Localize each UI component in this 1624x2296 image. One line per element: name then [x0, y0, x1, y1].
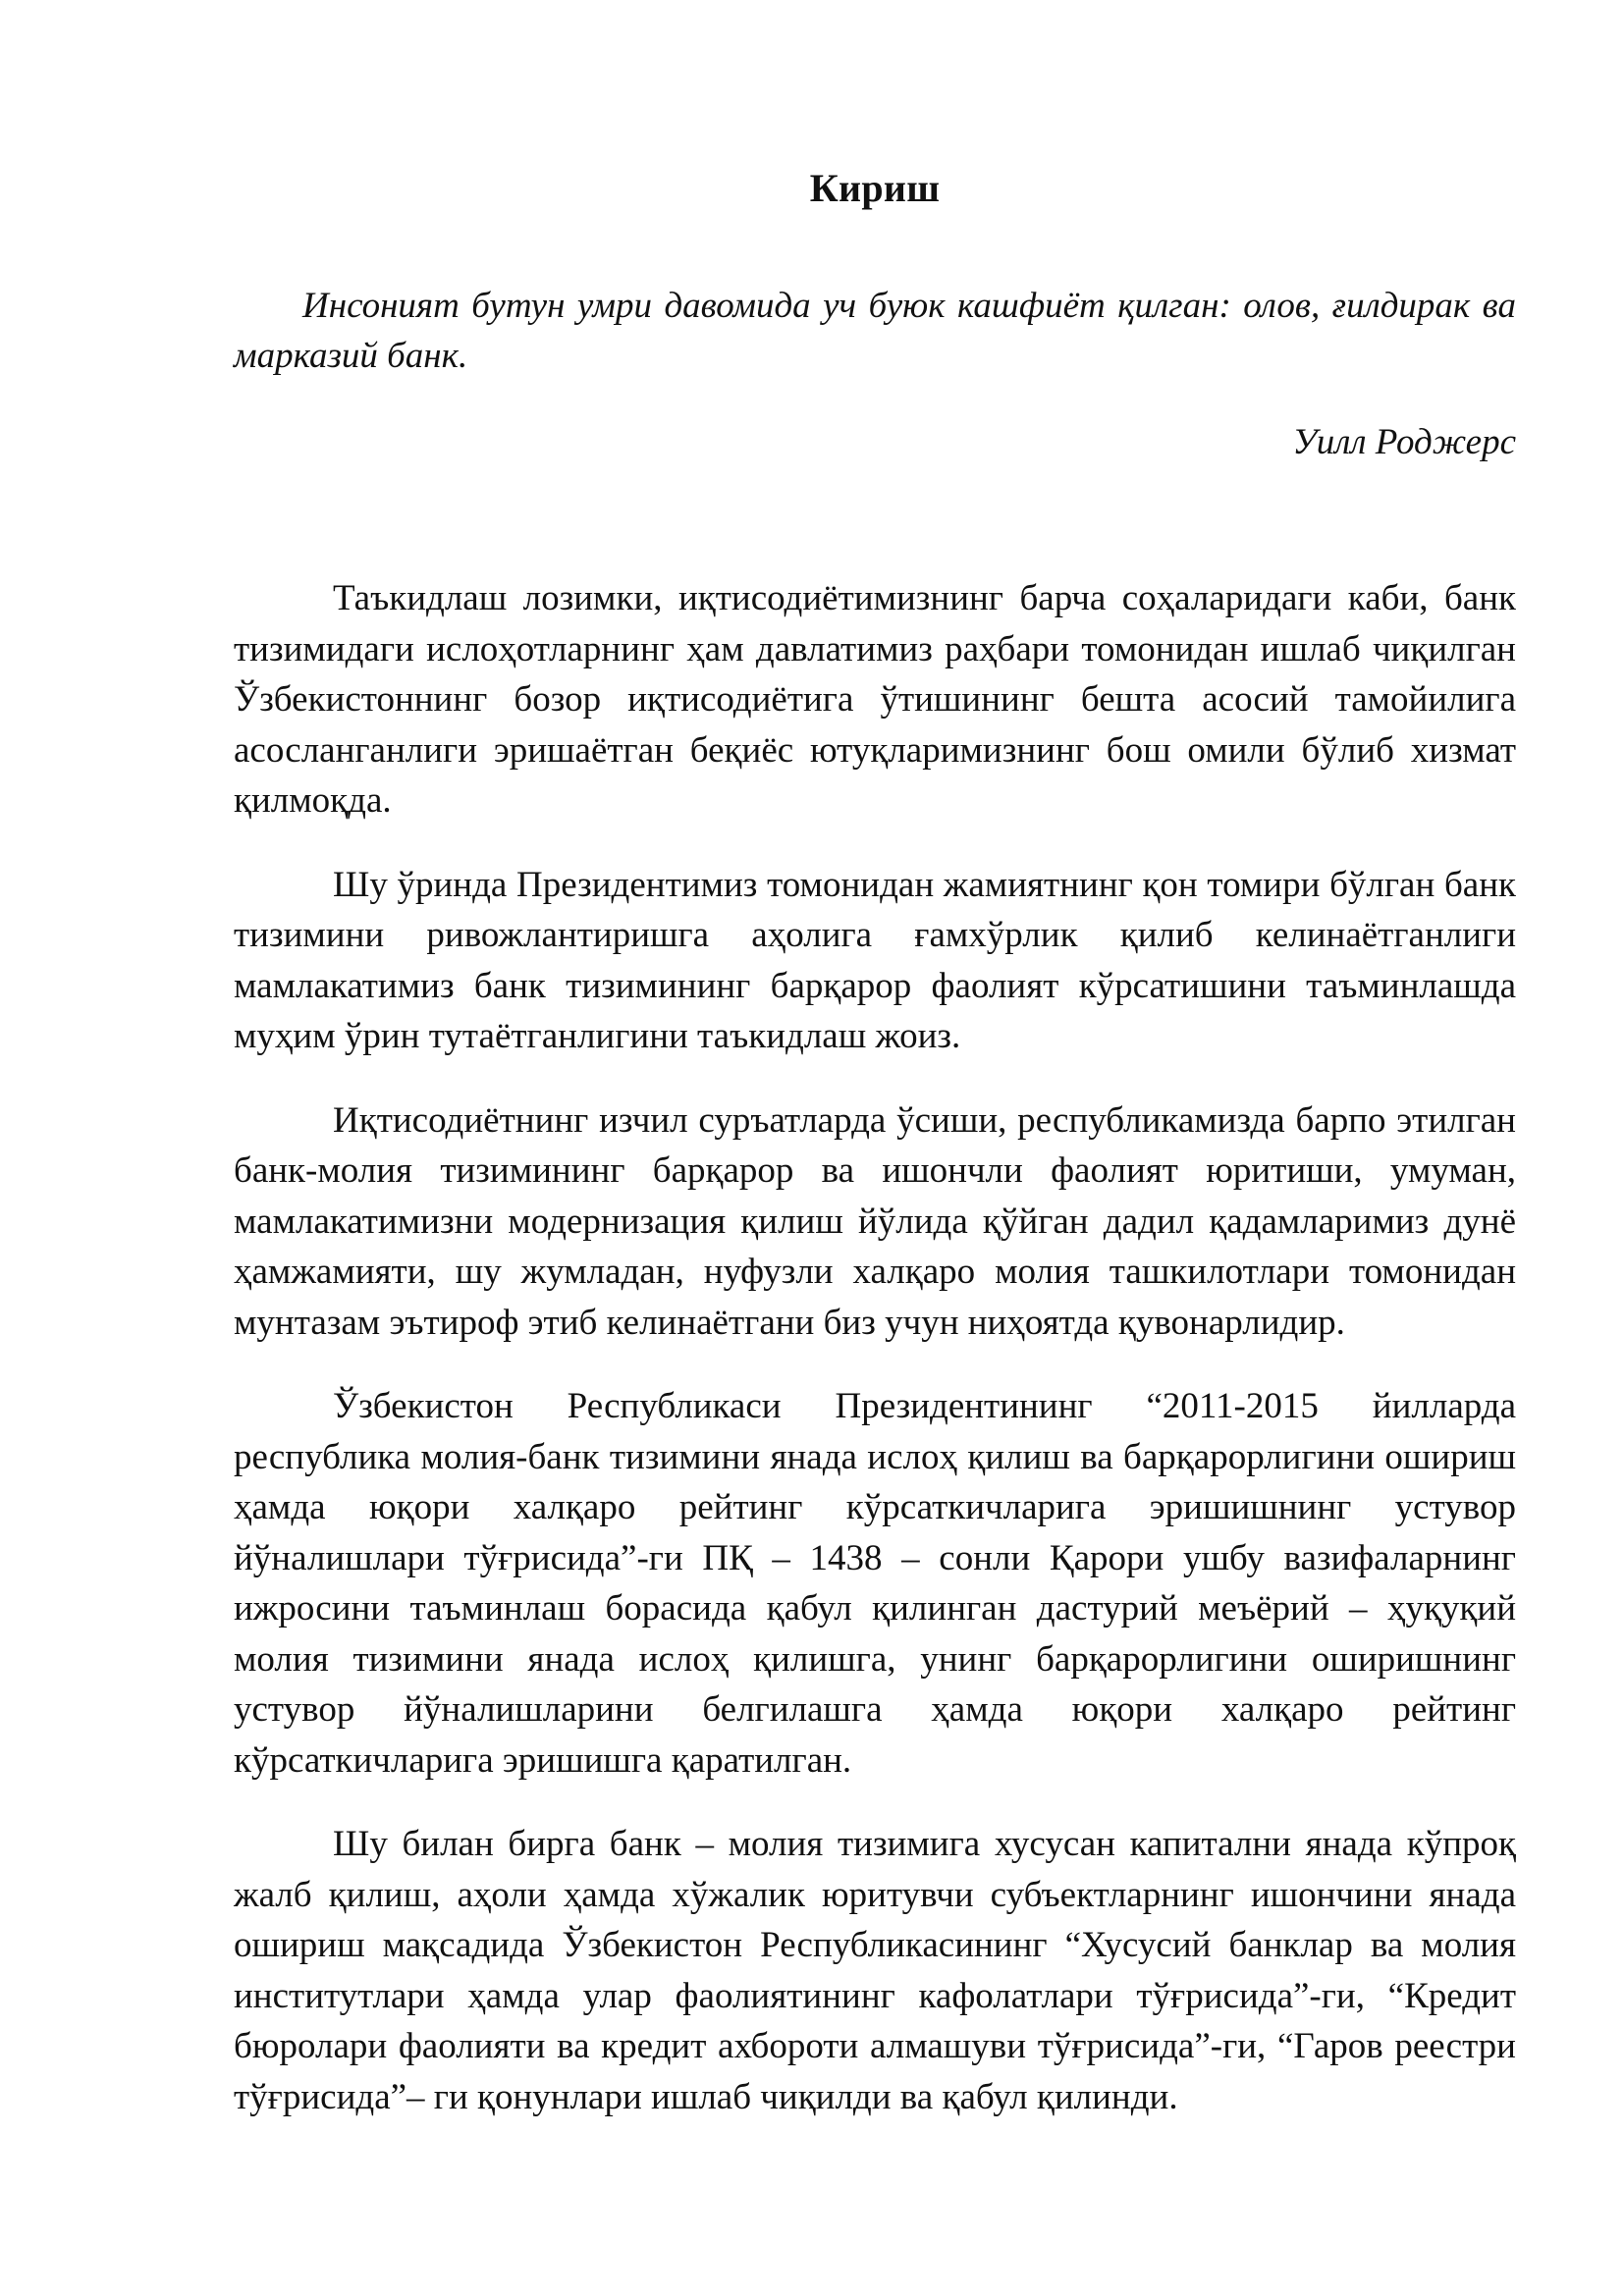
page-title: Кириш: [809, 166, 941, 210]
paragraph: Шу билан бирга банк – молия тизимига хусусан капитални янада кўпроқ жалб қилиш, аҳоли ҳамда хўжалик юритувчи субъектларнинг ишончини янада ошириш мақсадида Ўзбекистон Республикасининг “Хусусий банклар ва молия институтлари ҳамда улар фаолиятининг кафолатлари тўғрисида”-ги, “Кредит бюролари фаолияти ва кредит ахбороти алмашуви тўғрисида”-ги, “Гаров реестри тўғрисида”– ги қонунлари ишлаб чиқилди ва қабул қилинди.: [234, 1824, 1516, 2117]
paragraph: Ўзбекистон Республикаси Президентининг “2011-2015 йилларда республика молия-банк тизимини янада ислоҳ қилиш ва барқарорлигини ошириш ҳамда юқори халқаро рейтинг кўрсаткичларига эришишнинг устувор йўналишлари тўғрисида”-ги ПҚ – 1438 – сонли Қарори ушбу вазифаларнинг ижросини таъминлаш борасида қабул қилинган дастурий меъёрий – ҳуқуқий молия тизимини янада ислоҳ қилишга, унинг барқарорлигини оширишнинг устувор йўналишларини белгилашга ҳамда юқори халқаро рейтинг кўрсаткичларига эришишга қаратилган.: [234, 1386, 1516, 1781]
paragraph: Шу ўринда Президентимиз томонидан жамиятнинг қон томири бўлган банк тизимини ривожлантиришга аҳолига ғамхўрлик қилиб келинаётганлиги мамлакатимиз банк тизимининг барқарор фаолият кўрсатишини таъминлашда муҳим ўрин тутаётганлигини таъкидлаш жоиз.: [234, 864, 1516, 1056]
epigraph-quote: Инсоният бутун умри давомида уч буюк кашфиёт қилган: олов, ғилдирак ва марказий банк.: [234, 286, 1516, 376]
epigraph: [234, 281, 1516, 467]
paragraph: Таъкидлаш лозимки, иқтисодиётимизнинг барча соҳаларидаги каби, банк тизимидаги ислоҳотларнинг ҳам давлатимиз раҳбари томонидан ишлаб чиқилган Ўзбекистоннинг бозор иқтисодиётига ўтишининг бешта асосий тамойилига асосланганлиги эришаётган беқиёс ютуқларимизнинг бош омили бўлиб хизмат қилмоқда.: [234, 578, 1516, 821]
epigraph-author: Уилл Роджерс: [1292, 422, 1516, 462]
paragraph: Иқтисодиётнинг изчил суръатларда ўсиши, республикамизда барпо этилган банк-молия тизимининг барқарор ва ишончли фаолият юритиши, умуман, мамлакатимизни модернизация қилиш йўлида қўйган дадил қадамларимиз дунё ҳамжамияти, шу жумладан, нуфузли халқаро молия ташкилотлари томонидан мунтазам эътироф этиб келинаётгани биз учун ниҳоятда қувонарлидир.: [234, 1099, 1516, 1343]
document-page: [234, 147, 1516, 2156]
body-text: [234, 573, 1516, 2122]
